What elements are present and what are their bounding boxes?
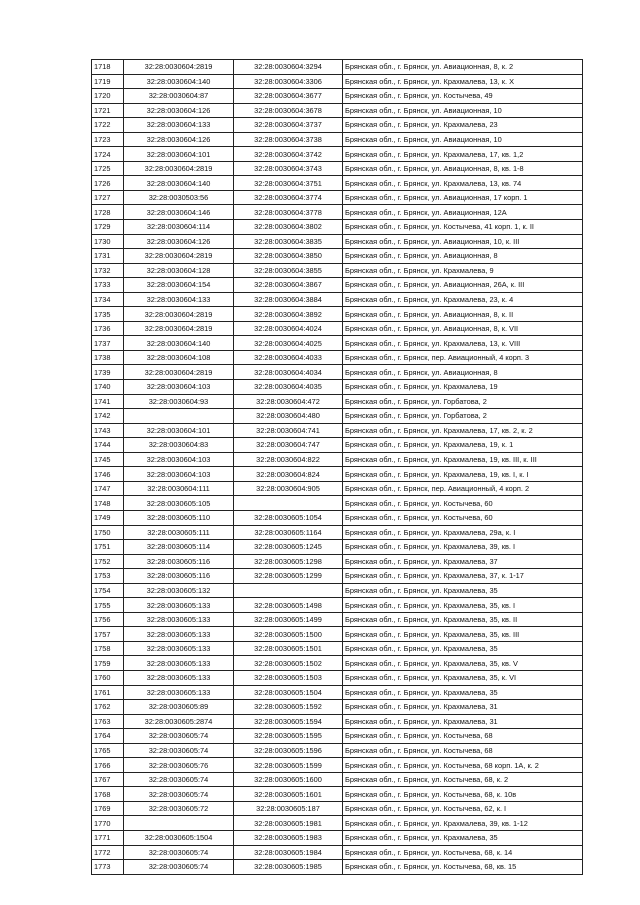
- parcel-number-cell: [124, 409, 234, 424]
- table-row: [92, 612, 583, 627]
- parcel-number-cell: 32:28:0030604:111: [124, 481, 234, 496]
- parcel-number-cell: 32:28:0030605:74: [124, 729, 234, 744]
- table-row: [92, 409, 583, 424]
- parcel-number-cell: 32:28:0030605:133: [124, 598, 234, 613]
- parcel-number-cell: 32:28:0030604:103: [124, 452, 234, 467]
- row-number-cell: 1744: [92, 438, 124, 453]
- table-row: [92, 467, 583, 482]
- row-number-cell: 1730: [92, 234, 124, 249]
- object-number-cell: 32:28:0030605:1499: [234, 612, 343, 627]
- table-row: [92, 569, 583, 584]
- table-row: [92, 656, 583, 671]
- row-number-cell: 1720: [92, 89, 124, 104]
- table-row: [92, 641, 583, 656]
- object-number-cell: 32:28:0030604:3677: [234, 89, 343, 104]
- table-row: [92, 481, 583, 496]
- address-cell: Брянская обл., г. Брянск, ул. Авиационная, 8, кв. 1-8: [343, 161, 583, 176]
- address-cell: Брянская обл., г. Брянск, ул. Авиационная, 8: [343, 365, 583, 380]
- row-number-cell: 1766: [92, 758, 124, 773]
- address-cell: Брянская обл., г. Брянск, ул. Костычева, 68, к. 2: [343, 772, 583, 787]
- row-number-cell: 1725: [92, 161, 124, 176]
- table-row: [92, 350, 583, 365]
- address-cell: Брянская обл., г. Брянск, ул. Крахмалева, 35: [343, 583, 583, 598]
- parcel-number-cell: 32:28:0030604:2819: [124, 60, 234, 75]
- parcel-number-cell: 32:28:0030604:2819: [124, 249, 234, 264]
- address-cell: Брянская обл., г. Брянск, ул. Крахмалева, 29а, к. I: [343, 525, 583, 540]
- parcel-number-cell: 32:28:0030605:105: [124, 496, 234, 511]
- row-number-cell: 1729: [92, 220, 124, 235]
- address-cell: Брянская обл., г. Брянск, ул. Крахмалева, 39, кв. 1-12: [343, 816, 583, 831]
- row-number-cell: 1735: [92, 307, 124, 322]
- address-cell: Брянская обл., г. Брянск, ул. Крахмалева, 19, кв. III, к. III: [343, 452, 583, 467]
- table-row: [92, 554, 583, 569]
- parcel-number-cell: 32:28:0030604:101: [124, 423, 234, 438]
- table-row: [92, 249, 583, 264]
- table-row: [92, 860, 583, 875]
- table-row: [92, 423, 583, 438]
- table-row: [92, 845, 583, 860]
- object-number-cell: 32:28:0030604:472: [234, 394, 343, 409]
- table-row: [92, 220, 583, 235]
- object-number-cell: 32:28:0030604:3678: [234, 103, 343, 118]
- address-cell: Брянская обл., г. Брянск, ул. Авиационная, 26А, к. III: [343, 278, 583, 293]
- address-cell: Брянская обл., г. Брянск, ул. Костычева, 49: [343, 89, 583, 104]
- object-number-cell: 32:28:0030605:1298: [234, 554, 343, 569]
- parcel-number-cell: 32:28:0030604:140: [124, 74, 234, 89]
- parcel-number-cell: 32:28:0030604:133: [124, 118, 234, 133]
- address-cell: Брянская обл., г. Брянск, ул. Костычева, 62, к. I: [343, 801, 583, 816]
- address-cell: Брянская обл., г. Брянск, ул. Крахмалева, 19, кв. I, к. I: [343, 467, 583, 482]
- address-cell: Брянская обл., г. Брянск, ул. Крахмалева, 35: [343, 641, 583, 656]
- parcel-number-cell: 32:28:0030605:76: [124, 758, 234, 773]
- object-number-cell: 32:28:0030605:1596: [234, 743, 343, 758]
- table-row: [92, 787, 583, 802]
- row-number-cell: 1753: [92, 569, 124, 584]
- object-number-cell: 32:28:0030604:3855: [234, 263, 343, 278]
- address-cell: Брянская обл., г. Брянск, ул. Авиационная, 12А: [343, 205, 583, 220]
- table-row: [92, 525, 583, 540]
- row-number-cell: 1722: [92, 118, 124, 133]
- row-number-cell: 1747: [92, 481, 124, 496]
- object-number-cell: 32:28:0030604:3743: [234, 161, 343, 176]
- row-number-cell: 1752: [92, 554, 124, 569]
- row-number-cell: 1746: [92, 467, 124, 482]
- address-cell: Брянская обл., г. Брянск, ул. Авиационная, 10: [343, 103, 583, 118]
- address-cell: Брянская обл., г. Брянск, ул. Крахмалева, 37: [343, 554, 583, 569]
- parcel-number-cell: 32:28:0030605:133: [124, 685, 234, 700]
- row-number-cell: 1739: [92, 365, 124, 380]
- address-cell: Брянская обл., г. Брянск, ул. Крахмалева, 19: [343, 380, 583, 395]
- table-row: [92, 147, 583, 162]
- object-number-cell: 32:28:0030604:747: [234, 438, 343, 453]
- table-row: [92, 321, 583, 336]
- parcel-number-cell: 32:28:0030605:132: [124, 583, 234, 598]
- table-row: [92, 670, 583, 685]
- object-number-cell: 32:28:0030604:3867: [234, 278, 343, 293]
- parcel-number-cell: 32:28:0030604:2819: [124, 161, 234, 176]
- row-number-cell: 1759: [92, 656, 124, 671]
- object-number-cell: 32:28:0030605:1984: [234, 845, 343, 860]
- object-number-cell: 32:28:0030605:1501: [234, 641, 343, 656]
- parcel-number-cell: 32:28:0030604:154: [124, 278, 234, 293]
- table-row: [92, 772, 583, 787]
- object-number-cell: 32:28:0030604:3892: [234, 307, 343, 322]
- row-number-cell: 1757: [92, 627, 124, 642]
- object-number-cell: 32:28:0030604:3294: [234, 60, 343, 75]
- parcel-number-cell: 32:28:0030605:133: [124, 612, 234, 627]
- table-row: [92, 234, 583, 249]
- object-number-cell: [234, 496, 343, 511]
- table-row: [92, 292, 583, 307]
- table-row: [92, 714, 583, 729]
- table-row: [92, 743, 583, 758]
- address-cell: Брянская обл., г. Брянск, ул. Крахмалева, 23, к. 4: [343, 292, 583, 307]
- parcel-number-cell: 32:28:0030604:133: [124, 292, 234, 307]
- address-cell: Брянская обл., г. Брянск, пер. Авиационный, 4 корп. 3: [343, 350, 583, 365]
- row-number-cell: 1719: [92, 74, 124, 89]
- object-number-cell: 32:28:0030604:4033: [234, 350, 343, 365]
- table-row: [92, 627, 583, 642]
- parcel-number-cell: 32:28:0030605:114: [124, 540, 234, 555]
- parcel-number-cell: 32:28:0030605:133: [124, 656, 234, 671]
- parcel-number-cell: 32:28:0030605:74: [124, 787, 234, 802]
- parcel-number-cell: 32:28:0030503:56: [124, 190, 234, 205]
- row-number-cell: 1727: [92, 190, 124, 205]
- table-row: [92, 394, 583, 409]
- address-cell: Брянская обл., г. Брянск, ул. Авиационная, 17 корп. 1: [343, 190, 583, 205]
- row-number-cell: 1743: [92, 423, 124, 438]
- object-number-cell: 32:28:0030604:4024: [234, 321, 343, 336]
- address-cell: Брянская обл., г. Брянск, ул. Крахмалева, 35, к. VI: [343, 670, 583, 685]
- row-number-cell: 1745: [92, 452, 124, 467]
- row-number-cell: 1724: [92, 147, 124, 162]
- object-number-cell: 32:28:0030605:1985: [234, 860, 343, 875]
- address-cell: Брянская обл., г. Брянск, ул. Крахмалева, 13, кв. 74: [343, 176, 583, 191]
- row-number-cell: 1738: [92, 350, 124, 365]
- row-number-cell: 1734: [92, 292, 124, 307]
- table-row: [92, 89, 583, 104]
- address-cell: Брянская обл., г. Брянск, ул. Крахмалева, 35, кв. V: [343, 656, 583, 671]
- object-number-cell: 32:28:0030604:3738: [234, 132, 343, 147]
- parcel-number-cell: 32:28:0030605:74: [124, 772, 234, 787]
- table-row: [92, 452, 583, 467]
- parcel-number-cell: 32:28:0030604:128: [124, 263, 234, 278]
- address-cell: Брянская обл., г. Брянск, ул. Крахмалева, 13, к. VIII: [343, 336, 583, 351]
- address-cell: Брянская обл., г. Брянск, ул. Крахмалева, 23: [343, 118, 583, 133]
- row-number-cell: 1748: [92, 496, 124, 511]
- table-row: [92, 830, 583, 845]
- object-number-cell: 32:28:0030605:1600: [234, 772, 343, 787]
- row-number-cell: 1751: [92, 540, 124, 555]
- object-number-cell: 32:28:0030604:3884: [234, 292, 343, 307]
- table-row: [92, 438, 583, 453]
- object-number-cell: 32:28:0030605:1054: [234, 510, 343, 525]
- object-number-cell: 32:28:0030604:3774: [234, 190, 343, 205]
- table-row: [92, 496, 583, 511]
- row-number-cell: 1761: [92, 685, 124, 700]
- address-cell: Брянская обл., г. Брянск, ул. Костычева, 68: [343, 729, 583, 744]
- row-number-cell: 1721: [92, 103, 124, 118]
- address-cell: Брянская обл., г. Брянск, ул. Крахмалева, 31: [343, 700, 583, 715]
- object-number-cell: 32:28:0030605:1592: [234, 700, 343, 715]
- table-row: [92, 307, 583, 322]
- row-number-cell: 1773: [92, 860, 124, 875]
- object-number-cell: 32:28:0030605:1500: [234, 627, 343, 642]
- address-cell: Брянская обл., г. Брянск, ул. Крахмалева, 35, кв. III: [343, 627, 583, 642]
- object-number-cell: [234, 583, 343, 598]
- address-cell: Брянская обл., г. Брянск, ул. Крахмалева, 31: [343, 714, 583, 729]
- parcel-number-cell: [124, 816, 234, 831]
- row-number-cell: 1767: [92, 772, 124, 787]
- address-cell: Брянская обл., г. Брянск, ул. Костычева, 68 корп. 1А, к. 2: [343, 758, 583, 773]
- parcel-number-cell: 32:28:0030605:74: [124, 860, 234, 875]
- object-number-cell: 32:28:0030604:3835: [234, 234, 343, 249]
- object-number-cell: 32:28:0030604:480: [234, 409, 343, 424]
- object-number-cell: 32:28:0030604:741: [234, 423, 343, 438]
- parcel-number-cell: 32:28:0030604:103: [124, 380, 234, 395]
- table-row: [92, 103, 583, 118]
- table-row: [92, 598, 583, 613]
- address-cell: Брянская обл., г. Брянск, ул. Костычева, 68, кв. 15: [343, 860, 583, 875]
- row-number-cell: 1731: [92, 249, 124, 264]
- table-row: [92, 190, 583, 205]
- parcel-number-cell: 32:28:0030604:2819: [124, 321, 234, 336]
- row-number-cell: 1718: [92, 60, 124, 75]
- address-cell: Брянская обл., г. Брянск, ул. Авиационная, 10: [343, 132, 583, 147]
- object-number-cell: 32:28:0030605:1594: [234, 714, 343, 729]
- table-row: [92, 700, 583, 715]
- object-number-cell: 32:28:0030605:1245: [234, 540, 343, 555]
- parcel-number-cell: 32:28:0030604:2819: [124, 365, 234, 380]
- address-cell: Брянская обл., г. Брянск, ул. Крахмалева, 35, кв. II: [343, 612, 583, 627]
- object-number-cell: 32:28:0030605:1299: [234, 569, 343, 584]
- table-row: [92, 278, 583, 293]
- row-number-cell: 1758: [92, 641, 124, 656]
- row-number-cell: 1760: [92, 670, 124, 685]
- row-number-cell: 1769: [92, 801, 124, 816]
- parcel-number-cell: 32:28:0030605:133: [124, 641, 234, 656]
- address-cell: Брянская обл., г. Брянск, ул. Костычева, 60: [343, 510, 583, 525]
- row-number-cell: 1765: [92, 743, 124, 758]
- table-row: [92, 161, 583, 176]
- table-row: [92, 801, 583, 816]
- object-number-cell: 32:28:0030604:3778: [234, 205, 343, 220]
- table-row: [92, 729, 583, 744]
- object-number-cell: 32:28:0030605:1983: [234, 830, 343, 845]
- object-number-cell: 32:28:0030604:3306: [234, 74, 343, 89]
- object-number-cell: 32:28:0030605:187: [234, 801, 343, 816]
- object-number-cell: 32:28:0030605:1504: [234, 685, 343, 700]
- parcel-number-cell: 32:28:0030604:126: [124, 103, 234, 118]
- object-number-cell: 32:28:0030604:4034: [234, 365, 343, 380]
- parcel-number-cell: 32:28:0030604:140: [124, 176, 234, 191]
- address-cell: Брянская обл., г. Брянск, ул. Крахмалева, 13, к. X: [343, 74, 583, 89]
- table-row: [92, 118, 583, 133]
- address-cell: Брянская обл., г. Брянск, ул. Горбатова, 2: [343, 394, 583, 409]
- cadastral-table: [91, 59, 583, 875]
- parcel-number-cell: 32:28:0030604:146: [124, 205, 234, 220]
- parcel-number-cell: 32:28:0030605:72: [124, 801, 234, 816]
- parcel-number-cell: 32:28:0030605:89: [124, 700, 234, 715]
- row-number-cell: 1742: [92, 409, 124, 424]
- table-row: [92, 336, 583, 351]
- table-row: [92, 583, 583, 598]
- parcel-number-cell: 32:28:0030605:74: [124, 845, 234, 860]
- row-number-cell: 1723: [92, 132, 124, 147]
- address-cell: Брянская обл., г. Брянск, ул. Горбатова, 2: [343, 409, 583, 424]
- row-number-cell: 1737: [92, 336, 124, 351]
- parcel-number-cell: 32:28:0030605:2874: [124, 714, 234, 729]
- parcel-number-cell: 32:28:0030604:101: [124, 147, 234, 162]
- object-number-cell: 32:28:0030604:3802: [234, 220, 343, 235]
- parcel-number-cell: 32:28:0030604:126: [124, 234, 234, 249]
- row-number-cell: 1756: [92, 612, 124, 627]
- address-cell: Брянская обл., г. Брянск, ул. Костычева, 60: [343, 496, 583, 511]
- parcel-number-cell: 32:28:0030605:111: [124, 525, 234, 540]
- parcel-number-cell: 32:28:0030605:110: [124, 510, 234, 525]
- row-number-cell: 1771: [92, 830, 124, 845]
- object-number-cell: 32:28:0030605:1164: [234, 525, 343, 540]
- address-cell: Брянская обл., г. Брянск, ул. Авиационная, 10, к. III: [343, 234, 583, 249]
- row-number-cell: 1749: [92, 510, 124, 525]
- table-row: [92, 263, 583, 278]
- row-number-cell: 1726: [92, 176, 124, 191]
- table-row: [92, 132, 583, 147]
- parcel-number-cell: 32:28:0030604:108: [124, 350, 234, 365]
- address-cell: Брянская обл., г. Брянск, ул. Крахмалева, 9: [343, 263, 583, 278]
- table-row: [92, 365, 583, 380]
- row-number-cell: 1732: [92, 263, 124, 278]
- table-row: [92, 380, 583, 395]
- address-cell: Брянская обл., г. Брянск, ул. Авиационная, 8, к. II: [343, 307, 583, 322]
- object-number-cell: 32:28:0030605:1502: [234, 656, 343, 671]
- object-number-cell: 32:28:0030605:1498: [234, 598, 343, 613]
- object-number-cell: 32:28:0030605:1981: [234, 816, 343, 831]
- row-number-cell: 1772: [92, 845, 124, 860]
- parcel-number-cell: 32:28:0030604:126: [124, 132, 234, 147]
- address-cell: Брянская обл., г. Брянск, ул. Крахмалева, 17, кв. 2, к. 2: [343, 423, 583, 438]
- table-body: [92, 60, 583, 875]
- row-number-cell: 1733: [92, 278, 124, 293]
- object-number-cell: 32:28:0030605:1503: [234, 670, 343, 685]
- row-number-cell: 1755: [92, 598, 124, 613]
- row-number-cell: 1740: [92, 380, 124, 395]
- object-number-cell: 32:28:0030604:3751: [234, 176, 343, 191]
- address-cell: Брянская обл., г. Брянск, ул. Костычева, 68, к. 14: [343, 845, 583, 860]
- table-row: [92, 60, 583, 75]
- address-cell: Брянская обл., г. Брянск, ул. Крахмалева, 37, к. 1-17: [343, 569, 583, 584]
- address-cell: Брянская обл., г. Брянск, ул. Авиационная, 8, к. 2: [343, 60, 583, 75]
- object-number-cell: 32:28:0030604:3742: [234, 147, 343, 162]
- address-cell: Брянская обл., г. Брянск, ул. Крахмалева, 35, кв. I: [343, 598, 583, 613]
- object-number-cell: 32:28:0030605:1595: [234, 729, 343, 744]
- parcel-number-cell: 32:28:0030605:133: [124, 670, 234, 685]
- parcel-number-cell: 32:28:0030604:140: [124, 336, 234, 351]
- object-number-cell: 32:28:0030604:3850: [234, 249, 343, 264]
- table-row: [92, 816, 583, 831]
- address-cell: Брянская обл., г. Брянск, ул. Крахмалева, 35: [343, 685, 583, 700]
- parcel-number-cell: 32:28:0030604:93: [124, 394, 234, 409]
- address-cell: Брянская обл., г. Брянск, ул. Авиационная, 8, к. VII: [343, 321, 583, 336]
- parcel-number-cell: 32:28:0030605:133: [124, 627, 234, 642]
- row-number-cell: 1768: [92, 787, 124, 802]
- address-cell: Брянская обл., г. Брянск, ул. Крахмалева, 35: [343, 830, 583, 845]
- table-row: [92, 685, 583, 700]
- parcel-number-cell: 32:28:0030604:87: [124, 89, 234, 104]
- object-number-cell: 32:28:0030605:1599: [234, 758, 343, 773]
- parcel-number-cell: 32:28:0030604:83: [124, 438, 234, 453]
- address-cell: Брянская обл., г. Брянск, ул. Крахмалева, 17, кв. 1,2: [343, 147, 583, 162]
- address-cell: Брянская обл., г. Брянск, ул. Костычева, 68, к. 10в: [343, 787, 583, 802]
- object-number-cell: 32:28:0030604:822: [234, 452, 343, 467]
- address-cell: Брянская обл., г. Брянск, ул. Крахмалева, 19, к. 1: [343, 438, 583, 453]
- row-number-cell: 1763: [92, 714, 124, 729]
- table-row: [92, 205, 583, 220]
- parcel-number-cell: 32:28:0030605:116: [124, 569, 234, 584]
- row-number-cell: 1741: [92, 394, 124, 409]
- table-row: [92, 510, 583, 525]
- object-number-cell: 32:28:0030604:4025: [234, 336, 343, 351]
- row-number-cell: 1770: [92, 816, 124, 831]
- table-row: [92, 540, 583, 555]
- object-number-cell: 32:28:0030605:1601: [234, 787, 343, 802]
- object-number-cell: 32:28:0030604:3737: [234, 118, 343, 133]
- table-row: [92, 74, 583, 89]
- object-number-cell: 32:28:0030604:824: [234, 467, 343, 482]
- row-number-cell: 1736: [92, 321, 124, 336]
- row-number-cell: 1762: [92, 700, 124, 715]
- object-number-cell: 32:28:0030604:905: [234, 481, 343, 496]
- table-row: [92, 176, 583, 191]
- row-number-cell: 1754: [92, 583, 124, 598]
- row-number-cell: 1728: [92, 205, 124, 220]
- address-cell: Брянская обл., г. Брянск, ул. Авиационная, 8: [343, 249, 583, 264]
- table-row: [92, 758, 583, 773]
- parcel-number-cell: 32:28:0030605:1504: [124, 830, 234, 845]
- address-cell: Брянская обл., г. Брянск, ул. Костычева, 41 корп. 1, к. II: [343, 220, 583, 235]
- parcel-number-cell: 32:28:0030604:114: [124, 220, 234, 235]
- address-cell: Брянская обл., г. Брянск, пер. Авиационный, 4 корп. 2: [343, 481, 583, 496]
- address-cell: Брянская обл., г. Брянск, ул. Крахмалева, 39, кв. I: [343, 540, 583, 555]
- row-number-cell: 1750: [92, 525, 124, 540]
- object-number-cell: 32:28:0030604:4035: [234, 380, 343, 395]
- address-cell: Брянская обл., г. Брянск, ул. Костычева, 68: [343, 743, 583, 758]
- parcel-number-cell: 32:28:0030605:74: [124, 743, 234, 758]
- parcel-number-cell: 32:28:0030604:103: [124, 467, 234, 482]
- row-number-cell: 1764: [92, 729, 124, 744]
- parcel-number-cell: 32:28:0030604:2819: [124, 307, 234, 322]
- parcel-number-cell: 32:28:0030605:116: [124, 554, 234, 569]
